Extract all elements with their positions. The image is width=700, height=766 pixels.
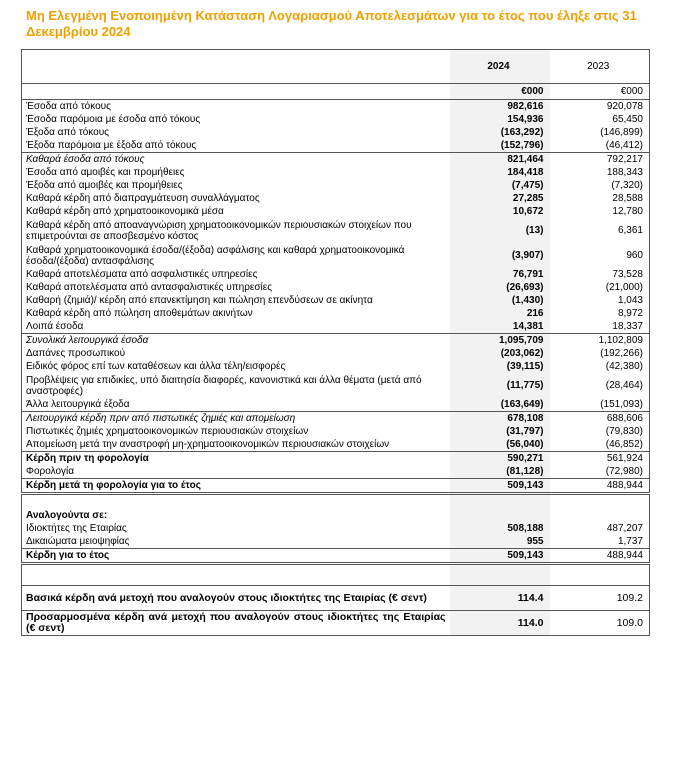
spacer-cell <box>22 564 450 586</box>
table-row <box>22 281 650 294</box>
value-2024: (163,649) <box>450 398 550 412</box>
value-2024: (203,062) <box>450 347 550 360</box>
header-empty-cell <box>22 50 450 84</box>
spacer-cell <box>550 494 650 510</box>
eps-row <box>22 586 650 611</box>
value-2023: 18,337 <box>550 320 650 334</box>
spacer-cell <box>22 494 450 510</box>
row-label: Πιστωτικές ζημιές χρηματοοικονομικών περιουσιακών στοιχείων <box>22 425 450 438</box>
total-row <box>22 479 650 494</box>
value-2024: 509,143 <box>450 549 550 564</box>
value-2024: (13) <box>450 218 550 243</box>
table-row <box>22 218 650 243</box>
table-row <box>22 398 650 412</box>
value-2023: 487,207 <box>550 522 650 535</box>
table-row <box>22 294 650 307</box>
value-2023: 1,737 <box>550 535 650 549</box>
header-2024: 2024 <box>450 50 550 84</box>
table-row <box>22 373 650 398</box>
value-2023: (72,980) <box>550 465 650 479</box>
row-label: Απομείωση μετά την αναστροφή μη-χρηματοοικονομικών περιουσιακών στοιχείων <box>22 438 450 452</box>
spacer-row <box>22 494 650 510</box>
value-2023: 960 <box>550 243 650 268</box>
table-row <box>22 139 650 153</box>
value-2023: (46,852) <box>550 438 650 452</box>
table-row <box>22 243 650 268</box>
table-row <box>22 360 650 373</box>
spacer-cell <box>550 564 650 586</box>
value-2024: 14,381 <box>450 320 550 334</box>
value-2024: 216 <box>450 307 550 320</box>
value-2024: (56,040) <box>450 438 550 452</box>
subtotal-row <box>22 334 650 348</box>
table-row <box>22 126 650 139</box>
row-label: Ιδιοκτήτες της Εταιρίας <box>22 522 450 535</box>
value-2024: (7,475) <box>450 179 550 192</box>
value-2023: 8,972 <box>550 307 650 320</box>
value-2023: 920,078 <box>550 100 650 114</box>
value-2023: 6,361 <box>550 218 650 243</box>
unit-2024: €000 <box>450 84 550 100</box>
spacer-cell <box>450 564 550 586</box>
value-2023: 488,944 <box>550 549 650 564</box>
row-label: Αναλογούντα σε: <box>22 509 450 522</box>
table-row <box>22 535 650 549</box>
table-row <box>22 179 650 192</box>
value-2023: (7,320) <box>550 179 650 192</box>
diluted-eps-row <box>22 611 650 636</box>
value-2023: 28,588 <box>550 192 650 205</box>
table-row <box>22 192 650 205</box>
value-2024: (163,292) <box>450 126 550 139</box>
income-statement-table-wrapper <box>21 49 649 636</box>
row-label: Έσοδα από τόκους <box>22 100 450 114</box>
row-label: Φορολογία <box>22 465 450 479</box>
row-label: Έσοδα από αμοιβές και προμήθειες <box>22 166 450 179</box>
income-statement-table <box>21 49 650 636</box>
value-2024: 154,936 <box>450 113 550 126</box>
value-2023: 65,450 <box>550 113 650 126</box>
value-2024: 114.4 <box>450 586 550 611</box>
value-2023: 792,217 <box>550 153 650 167</box>
value-2024: 1,095,709 <box>450 334 550 348</box>
subtotal-row <box>22 452 650 466</box>
value-2023: 1,102,809 <box>550 334 650 348</box>
row-label: Καθαρά αποτελέσματα από αντασφαλιστικές υπηρεσίες <box>22 281 450 294</box>
value-2023: (21,000) <box>550 281 650 294</box>
value-2024: (1,430) <box>450 294 550 307</box>
total-row <box>22 549 650 564</box>
value-2024: 509,143 <box>450 479 550 494</box>
value-2024: (26,693) <box>450 281 550 294</box>
value-2023: 188,343 <box>550 166 650 179</box>
value-2023: (28,464) <box>550 373 650 398</box>
value-2024: 821,464 <box>450 153 550 167</box>
value-2023: 12,780 <box>550 205 650 218</box>
table-row <box>22 113 650 126</box>
row-label: Έξοδα από αμοιβές και προμήθειες <box>22 179 450 192</box>
value-2024: (11,775) <box>450 373 550 398</box>
row-label: Έξοδα από τόκους <box>22 126 450 139</box>
unit-2023: €000 <box>550 84 650 100</box>
spacer-row <box>22 564 650 586</box>
row-label: Καθαρά κέρδη από πώληση αποθεμάτων ακινήτων <box>22 307 450 320</box>
value-2023: 73,528 <box>550 268 650 281</box>
value-2024: 114.0 <box>450 611 550 636</box>
value-2023: (46,412) <box>550 139 650 153</box>
row-label: Δαπάνες προσωπικού <box>22 347 450 360</box>
row-label: Κέρδη για το έτος <box>22 549 450 564</box>
value-2023: 1,043 <box>550 294 650 307</box>
value-2024: 508,188 <box>450 522 550 535</box>
value-2023: 688,606 <box>550 412 650 426</box>
row-label: Καθαρά κέρδη από διαπραγμάτευση συναλλάγματος <box>22 192 450 205</box>
value-2024: 590,271 <box>450 452 550 466</box>
subtotal-row <box>22 153 650 167</box>
spacer-cell <box>450 494 550 510</box>
unit-row <box>22 84 650 100</box>
subtotal-row <box>22 412 650 426</box>
table-row <box>22 347 650 360</box>
value-2023: 561,924 <box>550 452 650 466</box>
value-2024: 76,791 <box>450 268 550 281</box>
table-row <box>22 438 650 452</box>
value-2024: (3,907) <box>450 243 550 268</box>
row-label: Λειτουργικά κέρδη πριν από πιστωτικές ζημιές και απομείωση <box>22 412 450 426</box>
row-label: Ειδικός φόρος επί των καταθέσεων και άλλα τέλη/εισφορές <box>22 360 450 373</box>
row-label: Καθαρά χρηματοοικονομικά έσοδα/(έξοδα) ασφάλισης και καθαρά χρηματοοικονομικά έσοδα/(έξοδα) αντασφάλισης <box>22 243 450 268</box>
row-label: Δικαιώματα μειοψηφίας <box>22 535 450 549</box>
value-2024: 982,616 <box>450 100 550 114</box>
table-row <box>22 268 650 281</box>
table-header-row <box>22 50 650 84</box>
value-2024: 955 <box>450 535 550 549</box>
row-label: Καθαρά έσοδα από τόκους <box>22 153 450 167</box>
page-title: Μη Ελεγμένη Ενοποιημένη Κατάσταση Λογαριασμού Αποτελεσμάτων για το έτος που έληξε στις 31 Δεκεμβρίου 2024 <box>26 8 637 39</box>
row-label: Άλλα λειτουργικά έξοδα <box>22 398 450 412</box>
value-2023: 109.0 <box>550 611 650 636</box>
table-row <box>22 465 650 479</box>
row-label: Καθαρή (ζημιά)/ κέρδη από επανεκτίμηση και πώληση επενδύσεων σε ακίνητα <box>22 294 450 307</box>
row-label: Κέρδη μετά τη φορολογία για το έτος <box>22 479 450 494</box>
value-2024: (39,115) <box>450 360 550 373</box>
row-label: Προβλέψεις για επιδικίες, υπό διαιτησία διαφορές, κανονιστικά και άλλα θέματα (μετά από αναστροφές) <box>22 373 450 398</box>
table-row <box>22 522 650 535</box>
value-2024: 10,672 <box>450 205 550 218</box>
value-2024: (31,797) <box>450 425 550 438</box>
value-2023: (151,093) <box>550 398 650 412</box>
value-2023: (192,266) <box>550 347 650 360</box>
table-row <box>22 166 650 179</box>
row-label: Καθαρά κέρδη από χρηματοοικονομικά μέσα <box>22 205 450 218</box>
row-label: Έξοδα παρόμοια με έξοδα από τόκους <box>22 139 450 153</box>
row-label: Κέρδη πριν τη φορολογία <box>22 452 450 466</box>
value-2024: (81,128) <box>450 465 550 479</box>
value-2023: (42,380) <box>550 360 650 373</box>
row-label: Λοιπά έσοδα <box>22 320 450 334</box>
value-2023: (146,899) <box>550 126 650 139</box>
table-row <box>22 307 650 320</box>
value-2023 <box>550 509 650 522</box>
section-heading-row <box>22 509 650 522</box>
unit-empty-cell <box>22 84 450 100</box>
row-label: Βασικά κέρδη ανά μετοχή που αναλογούν στους ιδιοκτήτες της Εταιρίας (€ σεντ) <box>22 586 450 611</box>
value-2024: 184,418 <box>450 166 550 179</box>
table-row <box>22 100 650 114</box>
value-2024: 27,285 <box>450 192 550 205</box>
row-label: Καθαρά αποτελέσματα από ασφαλιστικές υπηρεσίες <box>22 268 450 281</box>
row-label: Έσοδα παρόμοια με έσοδα από τόκους <box>22 113 450 126</box>
table-row <box>22 205 650 218</box>
row-label: Καθαρά κέρδη από αποαναγνώριση χρηματοοικονομικών περιουσιακών στοιχείων που επιμετρούνται σε αποσβεσμένο κόστος <box>22 218 450 243</box>
value-2024: 678,108 <box>450 412 550 426</box>
value-2024: (152,796) <box>450 139 550 153</box>
value-2023: 488,944 <box>550 479 650 494</box>
header-2023: 2023 <box>550 50 650 84</box>
value-2024 <box>450 509 550 522</box>
value-2023: (79,830) <box>550 425 650 438</box>
value-2023: 109.2 <box>550 586 650 611</box>
row-label: Προσαρμοσμένα κέρδη ανά μετοχή που αναλογούν στους ιδιοκτήτες της Εταιρίας (€ σεντ) <box>22 611 450 636</box>
table-row <box>22 320 650 334</box>
table-row <box>22 425 650 438</box>
row-label: Συνολικά λειτουργικά έσοδα <box>22 334 450 348</box>
